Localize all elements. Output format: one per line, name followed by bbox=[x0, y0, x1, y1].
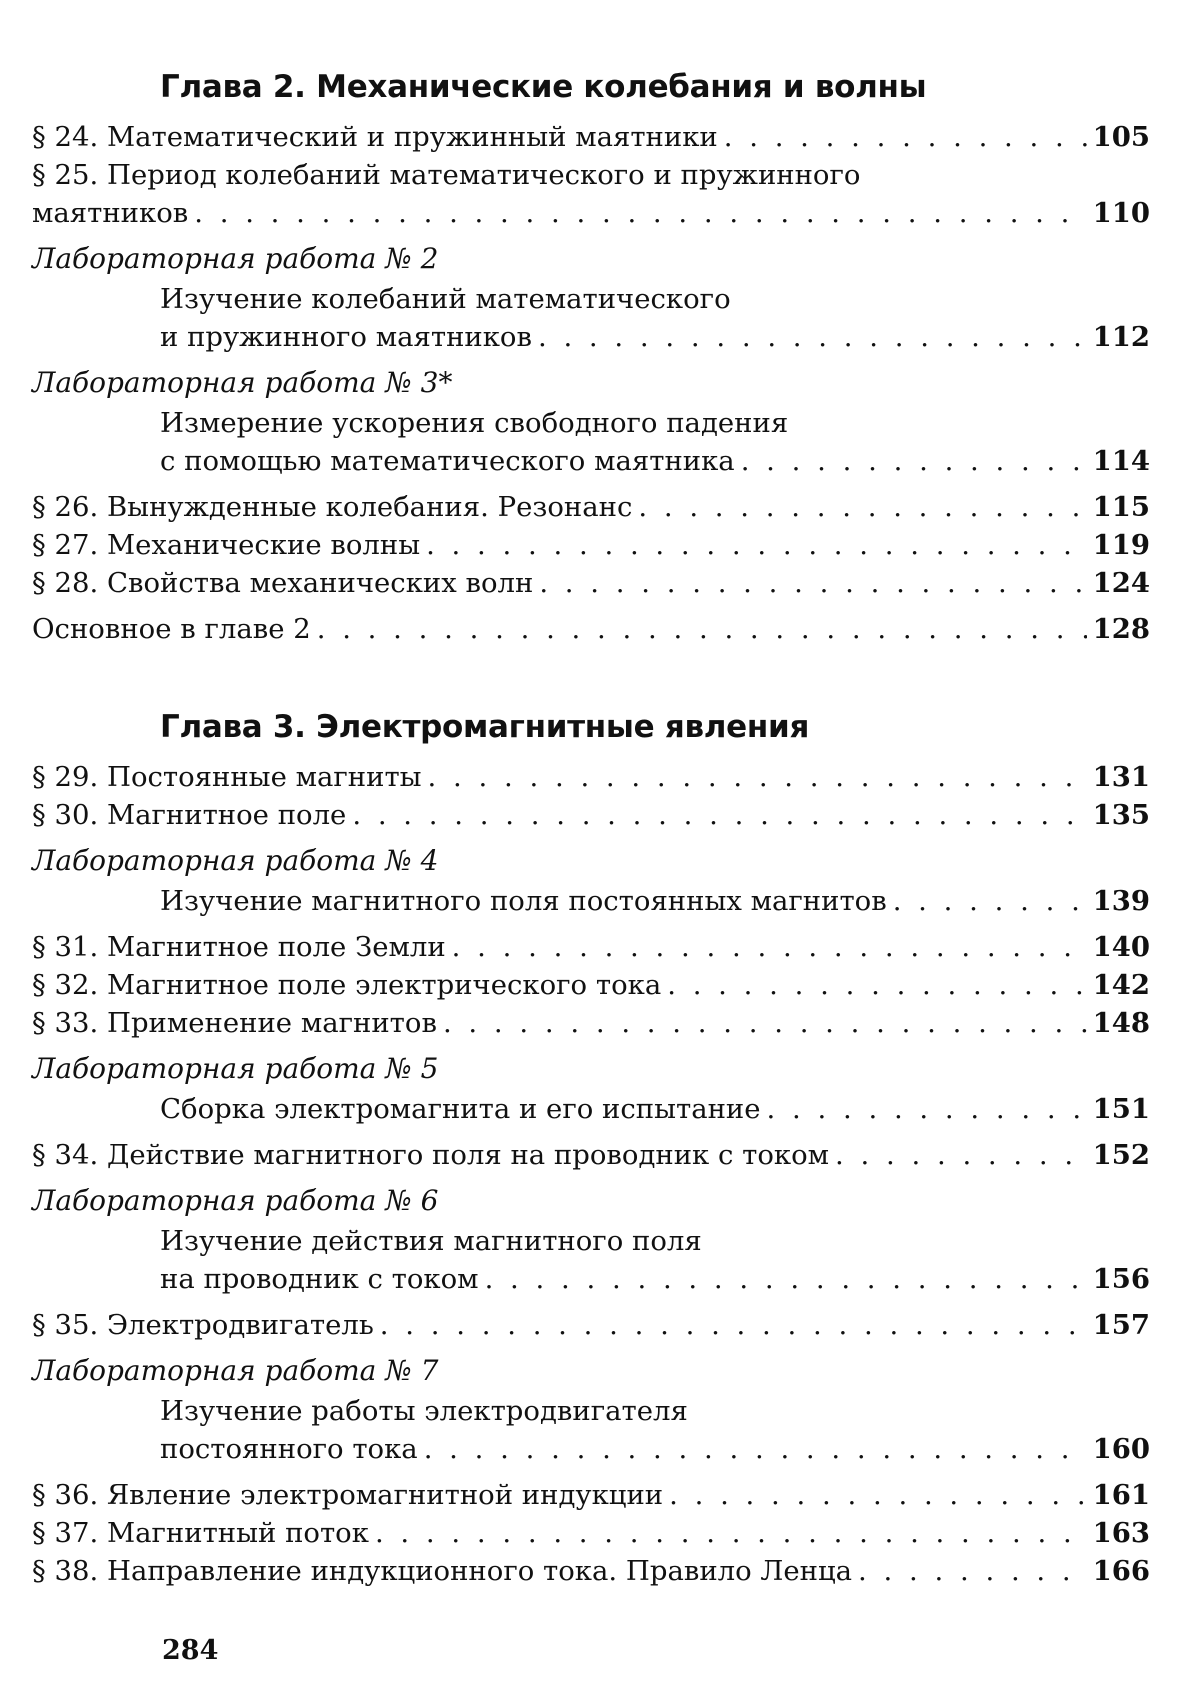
page-ref: 105 bbox=[1092, 121, 1150, 153]
page-ref: 152 bbox=[1092, 1139, 1150, 1171]
entry-title: маятников bbox=[32, 197, 189, 229]
toc-entry-33[interactable] bbox=[32, 1004, 1150, 1042]
lab-6-label: Лабораторная работа № 6 bbox=[32, 1184, 439, 1217]
dot-leader bbox=[424, 1430, 1087, 1468]
lab-7-line1[interactable]: Изучение работы электродвигателя bbox=[160, 1395, 688, 1427]
toc-entry-32[interactable] bbox=[32, 966, 1150, 1004]
entry-title: Изучение магнитного поля постоянных магнитов bbox=[160, 885, 887, 917]
toc-entry-30[interactable] bbox=[32, 796, 1150, 834]
entry-title: на проводник с током bbox=[160, 1263, 479, 1295]
page-ref: 128 bbox=[1092, 613, 1150, 645]
dot-leader bbox=[317, 610, 1087, 648]
entry-title: и пружинного маятников bbox=[160, 321, 532, 353]
entry-title: § 38. Направление индукционного тока. Правило Ленца bbox=[32, 1555, 853, 1587]
entry-title: § 37. Магнитный поток bbox=[32, 1517, 369, 1549]
dot-leader bbox=[669, 1476, 1086, 1514]
dot-leader bbox=[426, 526, 1087, 564]
page-ref: 139 bbox=[1092, 885, 1150, 917]
dot-leader bbox=[893, 882, 1087, 920]
page-ref: 151 bbox=[1092, 1093, 1150, 1125]
entry-title: § 36. Явление электромагнитной индукции bbox=[32, 1479, 664, 1511]
toc-entry-27[interactable] bbox=[32, 526, 1150, 564]
page-ref: 142 bbox=[1092, 969, 1150, 1001]
entry-title: § 33. Применение магнитов bbox=[32, 1007, 437, 1039]
lab-2-line1[interactable]: Изучение колебаний математического bbox=[160, 283, 731, 315]
dot-leader bbox=[352, 796, 1086, 834]
dot-leader bbox=[835, 1136, 1087, 1174]
toc-entry-37[interactable] bbox=[32, 1514, 1150, 1552]
page-ref: 160 bbox=[1092, 1433, 1150, 1465]
page-ref: 156 bbox=[1092, 1263, 1150, 1295]
dot-leader bbox=[485, 1260, 1087, 1298]
lab-5-label: Лабораторная работа № 5 bbox=[32, 1052, 439, 1085]
toc-entry-36[interactable] bbox=[32, 1476, 1150, 1514]
dot-leader bbox=[539, 564, 1086, 602]
toc-entry-24[interactable] bbox=[32, 118, 1150, 156]
page-ref: 140 bbox=[1092, 931, 1150, 963]
chapter-3-title: Глава 3. Электромагнитные явления bbox=[160, 709, 810, 745]
chapter-2-entries bbox=[0, 118, 1200, 648]
dot-leader bbox=[194, 194, 1086, 232]
entry-title: § 29. Постоянные магниты bbox=[32, 761, 422, 793]
toc-entry-31[interactable] bbox=[32, 928, 1150, 966]
lab-3-label: Лабораторная работа № 3* bbox=[32, 366, 453, 399]
page-ref: 161 bbox=[1092, 1479, 1150, 1511]
lab-7-label: Лабораторная работа № 7 bbox=[32, 1354, 439, 1387]
entry-title: § 31. Магнитное поле Земли bbox=[32, 931, 446, 963]
page-ref: 119 bbox=[1092, 529, 1150, 561]
dot-leader bbox=[638, 488, 1086, 526]
dot-leader bbox=[667, 966, 1086, 1004]
entry-title: § 24. Математический и пружинный маятники bbox=[32, 121, 718, 153]
page-ref: 110 bbox=[1092, 197, 1150, 229]
dot-leader bbox=[858, 1552, 1087, 1590]
dot-leader bbox=[538, 318, 1087, 356]
entry-title: § 30. Магнитное поле bbox=[32, 799, 347, 831]
page-ref: 135 bbox=[1092, 799, 1150, 831]
entry-title: § 32. Магнитное поле электрического тока bbox=[32, 969, 662, 1001]
dot-leader bbox=[452, 928, 1087, 966]
page-ref: 124 bbox=[1092, 567, 1150, 599]
page-ref: 115 bbox=[1092, 491, 1150, 523]
page-ref: 114 bbox=[1092, 445, 1150, 477]
page-number: 284 bbox=[162, 1635, 219, 1666]
entry-title: § 26. Вынужденные колебания. Резонанс bbox=[32, 491, 633, 523]
page-ref: 112 bbox=[1092, 321, 1150, 353]
dot-leader bbox=[380, 1306, 1087, 1344]
toc-entry-34[interactable] bbox=[32, 1136, 1150, 1174]
toc-entry-25-line1[interactable]: § 25. Период колебаний математического и пружинного bbox=[32, 159, 861, 191]
entry-title: постоянного тока bbox=[160, 1433, 418, 1465]
toc-entry-lab-7[interactable] bbox=[32, 1430, 1150, 1468]
entry-title: § 27. Механические волны bbox=[32, 529, 421, 561]
page-ref: 148 bbox=[1092, 1007, 1150, 1039]
entry-title: с помощью математического маятника bbox=[160, 445, 735, 477]
entry-title: § 28. Свойства механических волн bbox=[32, 567, 534, 599]
dot-leader bbox=[741, 442, 1087, 480]
toc-entry-lab-5[interactable] bbox=[32, 1090, 1150, 1128]
dot-leader bbox=[724, 118, 1087, 156]
entry-title: Основное в главе 2 bbox=[32, 613, 311, 645]
toc-entry-38[interactable] bbox=[32, 1552, 1150, 1590]
lab-2-label: Лабораторная работа № 2 bbox=[32, 242, 439, 275]
toc-entry-lab-3[interactable] bbox=[32, 442, 1150, 480]
toc-entry-26[interactable] bbox=[32, 488, 1150, 526]
dot-leader bbox=[443, 1004, 1087, 1042]
toc-entry-35[interactable] bbox=[32, 1306, 1150, 1344]
dot-leader bbox=[428, 758, 1087, 796]
entry-title: § 35. Электродвигатель bbox=[32, 1309, 374, 1341]
dot-leader bbox=[375, 1514, 1087, 1552]
chapter-3-entries bbox=[0, 758, 1200, 1590]
toc-entry-25[interactable] bbox=[32, 194, 1150, 232]
chapter-2-title: Глава 2. Механические колебания и волны bbox=[160, 69, 927, 105]
lab-4-label: Лабораторная работа № 4 bbox=[32, 844, 439, 877]
toc-entry-28[interactable] bbox=[32, 564, 1150, 602]
entry-title: § 34. Действие магнитного поля на проводник с током bbox=[32, 1139, 830, 1171]
dot-leader bbox=[767, 1090, 1087, 1128]
toc-entry-lab-4[interactable] bbox=[32, 882, 1150, 920]
lab-6-line1[interactable]: Изучение действия магнитного поля bbox=[160, 1225, 702, 1257]
page-ref: 131 bbox=[1092, 761, 1150, 793]
page-ref: 166 bbox=[1092, 1555, 1150, 1587]
toc-entry-summary-2[interactable] bbox=[32, 610, 1150, 648]
toc-entry-29[interactable] bbox=[32, 758, 1150, 796]
lab-3-line1[interactable]: Измерение ускорения свободного падения bbox=[160, 407, 789, 439]
toc-entry-lab-2[interactable] bbox=[32, 318, 1150, 356]
toc-entry-lab-6[interactable] bbox=[32, 1260, 1150, 1298]
page-ref: 163 bbox=[1092, 1517, 1150, 1549]
entry-title: Сборка электромагнита и его испытание bbox=[160, 1093, 761, 1125]
page-ref: 157 bbox=[1092, 1309, 1150, 1341]
